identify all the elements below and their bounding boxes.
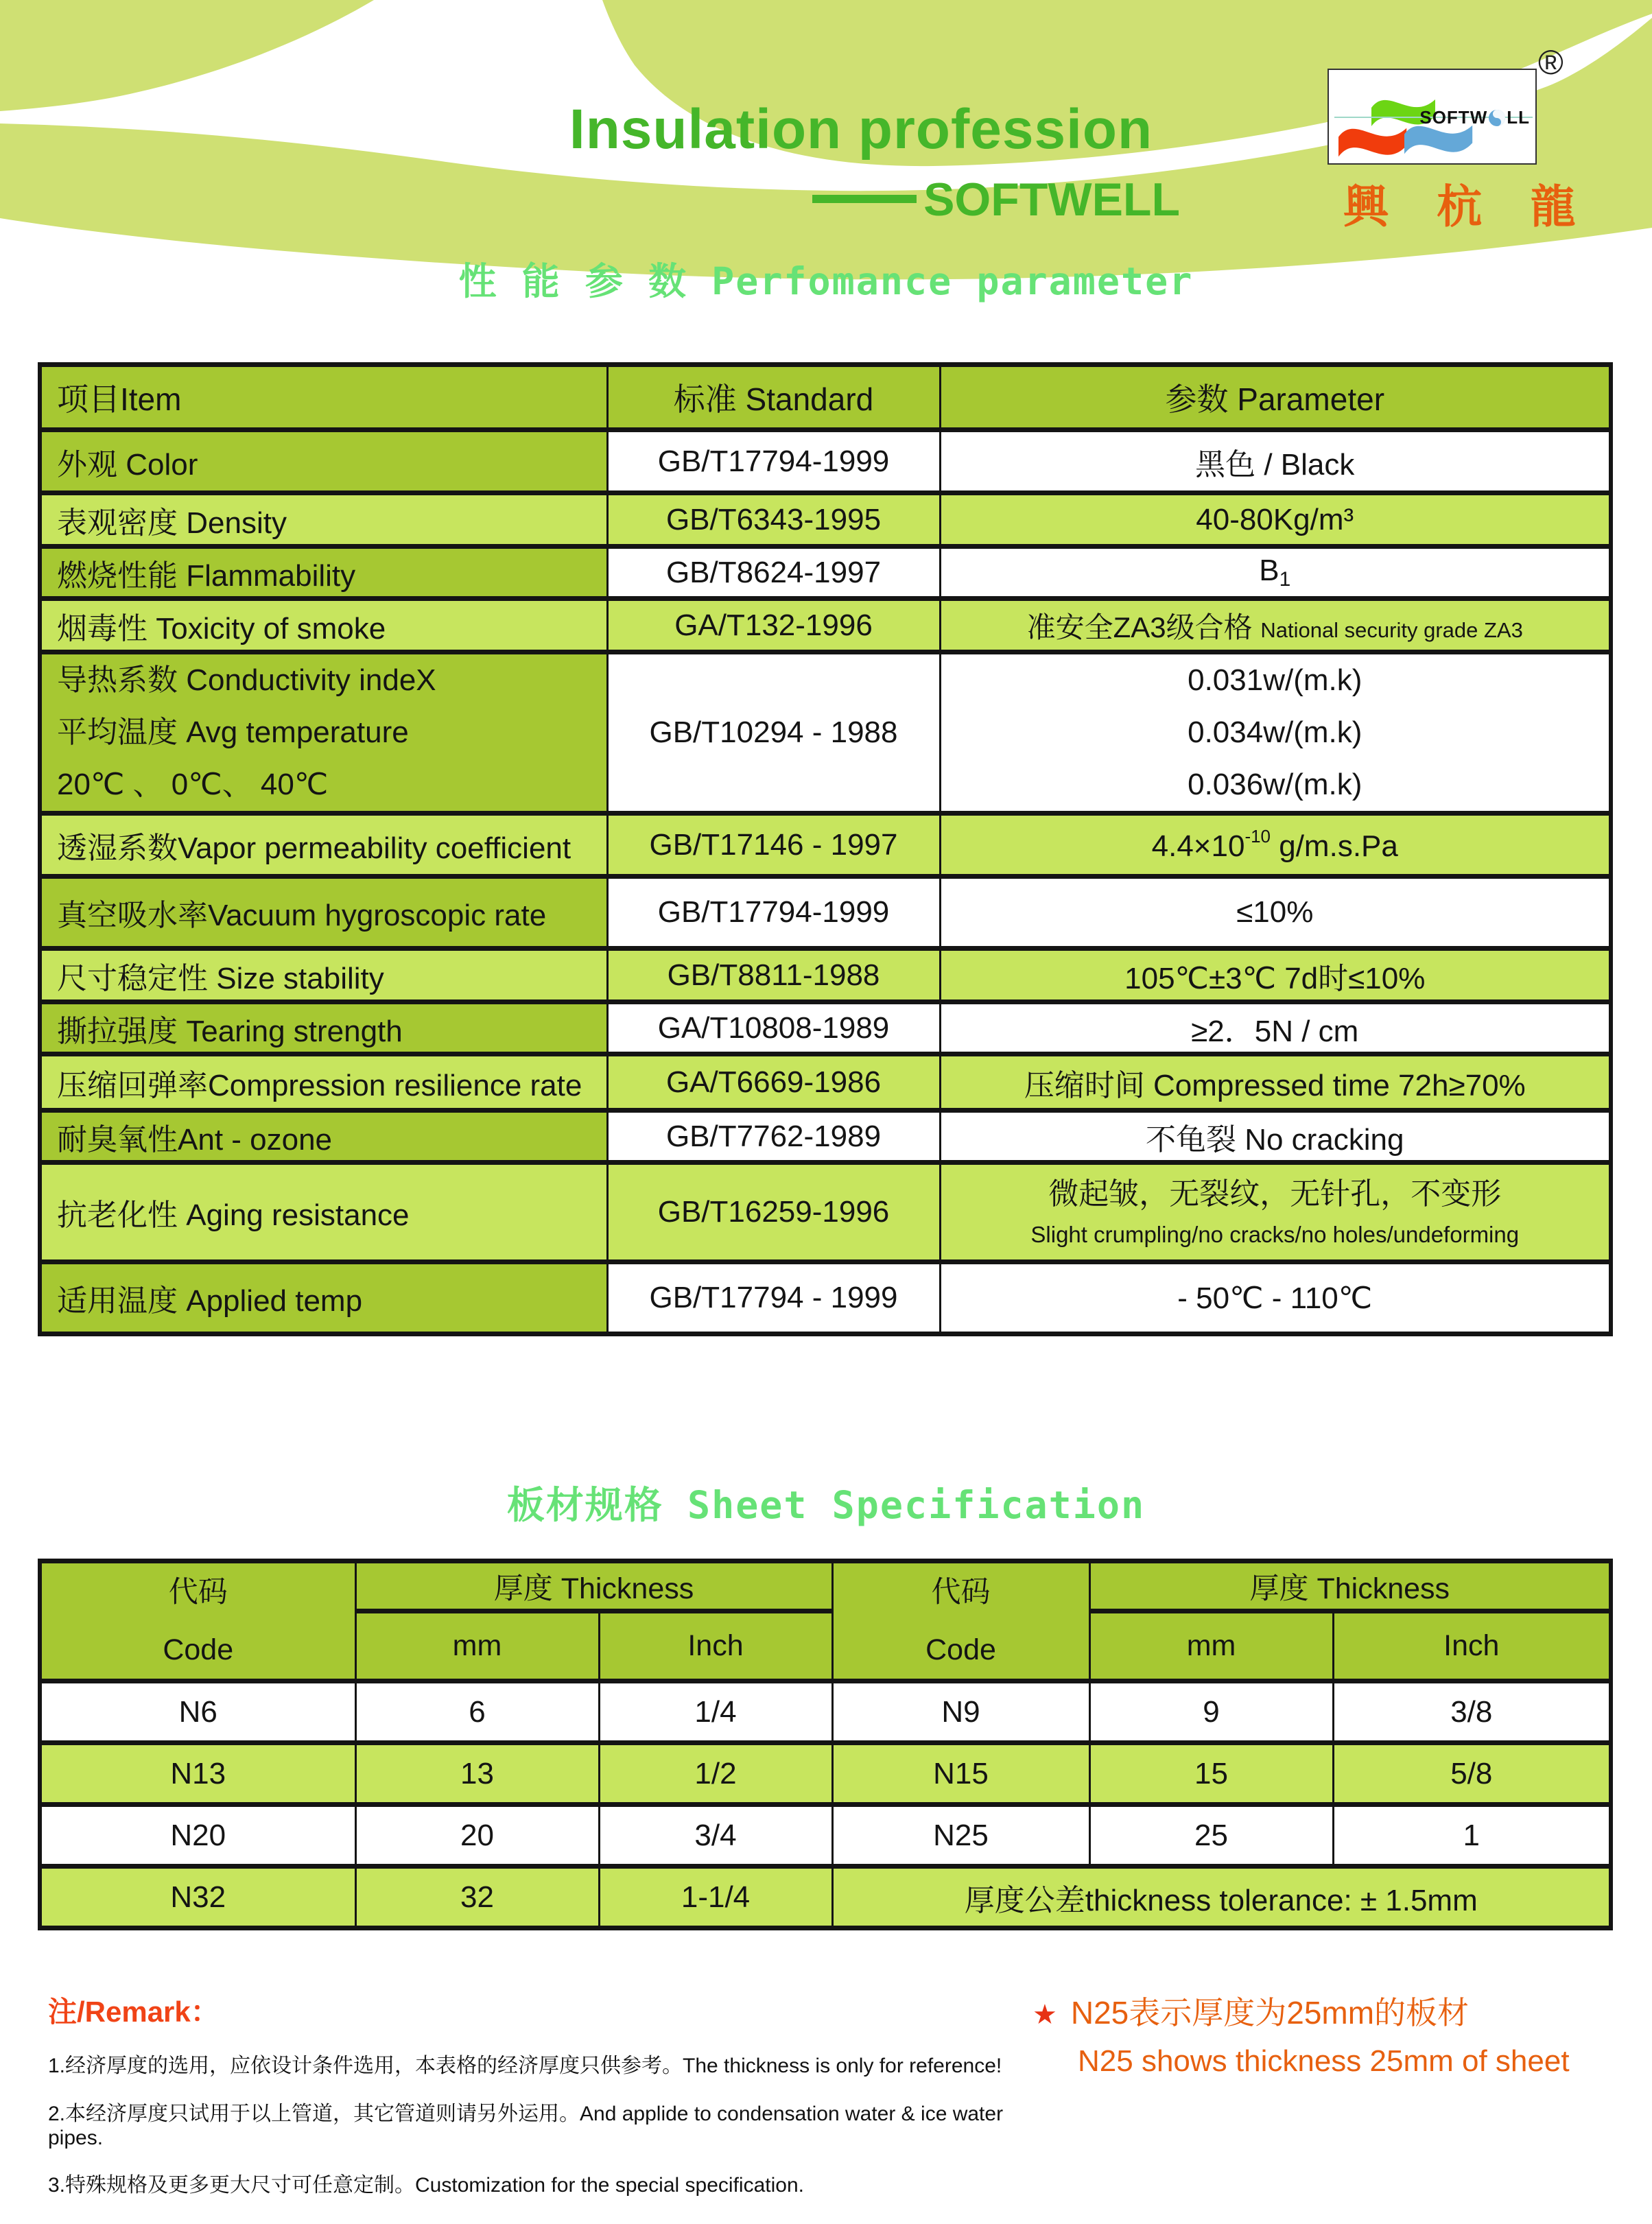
mm-cell: 6	[355, 1681, 599, 1743]
header-thickness-cell: 厚度 Thickness	[1089, 1561, 1611, 1611]
inch-cell: 5/8	[1333, 1743, 1611, 1805]
remarks-block	[48, 1989, 1050, 2216]
header-standard-cell: 标准 Standard	[607, 365, 940, 430]
page-title: Insulation profession	[569, 98, 1153, 161]
param-chinese: 准安全ZA3级合格	[1026, 611, 1261, 643]
logo-wordmark	[1419, 107, 1530, 128]
header-code-cell	[832, 1561, 1089, 1681]
param-cell: 压缩时间 Compressed time 72h≥70%	[940, 1054, 1611, 1111]
param-cell: 黑色 / Black	[940, 430, 1611, 493]
inch-cell: 3/4	[599, 1805, 832, 1867]
standard-cell: GA/T10808-1989	[607, 1002, 940, 1054]
star-note-english: N25 shows thickness 25mm of sheet	[1078, 2044, 1570, 2078]
code-cell: N6	[40, 1681, 355, 1743]
mm-cell: 13	[355, 1743, 599, 1805]
standard-cell: GB/T17146 - 1997	[607, 814, 940, 877]
table-row	[40, 599, 1611, 652]
logo-yinyang-icon	[1488, 109, 1506, 127]
param-cell: ≤10%	[940, 877, 1611, 949]
param-rest: g/m.s.Pa	[1271, 829, 1398, 863]
item-cell: 尺寸稳定性 Size stability	[40, 949, 607, 1002]
remark-item: 1.经济厚度的选用，应依设计条件选用，本表格的经济厚度只供参考。The thickness is only for reference!	[48, 2055, 1002, 2077]
item-cell: 燃烧性能 Flammability	[40, 547, 607, 599]
item-cell: 耐臭氧性Ant - ozone	[40, 1111, 607, 1163]
header-item-cell: 项目Item	[40, 365, 607, 430]
param-base: 4.4×10	[1151, 829, 1245, 863]
item-cell: 适用温度 Applied temp	[40, 1262, 607, 1334]
sheet-specification-table	[38, 1559, 1613, 1930]
standard-cell: GB/T8811-1988	[607, 949, 940, 1002]
table-header-row	[40, 365, 1611, 430]
subtitle-dash	[812, 195, 917, 203]
code-cell: N15	[832, 1743, 1089, 1805]
item-cell: 真空吸水率Vacuum hygroscopic rate	[40, 877, 607, 949]
table-row	[40, 1111, 1611, 1163]
mm-cell: 25	[1089, 1805, 1333, 1867]
param-cell: - 50℃ - 110℃	[940, 1262, 1611, 1334]
inch-cell: 1/2	[599, 1743, 832, 1805]
inch-cell: 1	[1333, 1805, 1611, 1867]
item-cell: 抗老化性 Aging resistance	[40, 1163, 607, 1262]
table-row	[40, 877, 1611, 949]
param-line: 微起皱，无裂纹，无针孔，不变形	[1048, 1177, 1502, 1211]
code-label-en: Code	[925, 1633, 996, 1666]
table-row	[40, 493, 1611, 547]
param-subscript: 1	[1279, 568, 1291, 591]
code-cell: N13	[40, 1743, 355, 1805]
item-line: 平均温度 Avg temperature	[57, 715, 409, 749]
table-row	[40, 547, 1611, 599]
code-label-en: Code	[163, 1633, 234, 1666]
table-row	[40, 814, 1611, 877]
param-superscript: -10	[1244, 826, 1271, 847]
header-parameter-cell: 参数 Parameter	[940, 365, 1611, 430]
page-subtitle	[542, 173, 1180, 226]
star-icon: ★	[1032, 2000, 1057, 2030]
remark-item: 3.特殊规格及更多更大尺寸可任意定制。Customization for the special specification.	[48, 2174, 804, 2197]
code-cell: N25	[832, 1805, 1089, 1867]
table-row	[40, 1262, 1611, 1334]
star-note-chinese: N25表示厚度为25mm的板材	[1070, 1995, 1470, 2031]
param-line: 0.031w/(m.k)	[1188, 663, 1362, 697]
code-label-cn: 代码	[168, 1576, 228, 1609]
logo-text-left: SOFTW	[1419, 107, 1488, 128]
inch-cell: 3/8	[1333, 1681, 1611, 1743]
registered-trademark-icon: ®	[1538, 43, 1564, 82]
code-label-cn: 代码	[931, 1576, 991, 1609]
standard-cell: GA/T6669-1986	[607, 1054, 940, 1111]
param-line: 0.034w/(m.k)	[1188, 715, 1362, 749]
page-subtitle-label: SOFTWELL	[923, 174, 1180, 226]
standard-cell: GB/T8624-1997	[607, 547, 940, 599]
param-line: Slight crumpling/no cracks/no holes/undeforming	[1030, 1222, 1520, 1247]
section-title-sheet-spec: 板材规格 Sheet Specification	[506, 1483, 1146, 1527]
standard-cell: GB/T17794-1999	[607, 877, 940, 949]
performance-parameter-table	[38, 362, 1613, 1336]
mm-cell: 9	[1089, 1681, 1333, 1743]
table-row	[40, 430, 1611, 493]
star-note	[1032, 1988, 1643, 2079]
param-base: B	[1259, 554, 1279, 587]
table-row	[40, 1054, 1611, 1111]
standard-cell: GB/T6343-1995	[607, 493, 940, 547]
inch-cell: 1-1/4	[599, 1867, 832, 1928]
header-mm-cell: mm	[355, 1611, 599, 1681]
table-row	[40, 1681, 1611, 1743]
table-row	[40, 652, 1611, 814]
section-title-performance: 性 能 参 数 Perfomance parameter	[458, 259, 1194, 303]
param-cell: 40-80Kg/m³	[940, 493, 1611, 547]
code-cell: N20	[40, 1805, 355, 1867]
param-cell	[940, 652, 1611, 814]
code-cell: N32	[40, 1867, 355, 1928]
table-row	[40, 1867, 1611, 1928]
table-row	[40, 1805, 1611, 1867]
header-inch-cell: Inch	[599, 1611, 832, 1681]
table-row	[40, 949, 1611, 1002]
param-cell: 不龟裂 No cracking	[940, 1111, 1611, 1163]
header-thickness-cell: 厚度 Thickness	[355, 1561, 832, 1611]
tolerance-note-cell: 厚度公差thickness tolerance: ± 1.5mm	[832, 1867, 1611, 1928]
item-cell: 压缩回弹率Compression resilience rate	[40, 1054, 607, 1111]
standard-cell: GB/T17794-1999	[607, 430, 940, 493]
item-cell: 透湿系数Vapor permeability coefficient	[40, 814, 607, 877]
mm-cell: 15	[1089, 1743, 1333, 1805]
remark-item: 2.本经济厚度只试用于以上管道，其它管道则请另外运用。And applide to condensation water & ice water pipes.	[48, 2103, 1004, 2149]
item-cell: 烟毒性 Toxicity of smoke	[40, 599, 607, 652]
header-code-cell	[40, 1561, 355, 1681]
remark-label: 注/Remark：	[48, 1996, 220, 2028]
item-line: 导热系数 Conductivity indeX	[57, 663, 436, 697]
param-cell	[940, 814, 1611, 877]
item-cell: 撕拉强度 Tearing strength	[40, 1002, 607, 1054]
softwell-logo	[1328, 69, 1537, 165]
standard-cell: GB/T10294 - 1988	[607, 652, 940, 814]
standard-cell: GA/T132-1996	[607, 599, 940, 652]
param-cell	[940, 599, 1611, 652]
item-cell	[40, 652, 607, 814]
item-line: 20℃ 、 0℃、 40℃	[57, 768, 329, 801]
param-cell: 105℃±3℃ 7d时≤10%	[940, 949, 1611, 1002]
table-header-row	[40, 1561, 1611, 1611]
table-row	[40, 1002, 1611, 1054]
inch-cell: 1/4	[599, 1681, 832, 1743]
standard-cell: GB/T16259-1996	[607, 1163, 940, 1262]
item-cell: 表观密度 Density	[40, 493, 607, 547]
code-cell: N9	[832, 1681, 1089, 1743]
param-cell	[940, 1163, 1611, 1262]
brand-name-chinese: 興 杭 龍	[1343, 181, 1594, 232]
mm-cell: 32	[355, 1867, 599, 1928]
header-mm-cell: mm	[1089, 1611, 1333, 1681]
logo-text-right: LL	[1507, 107, 1530, 128]
mm-cell: 20	[355, 1805, 599, 1867]
standard-cell: GB/T7762-1989	[607, 1111, 940, 1163]
header-inch-cell: Inch	[1333, 1611, 1611, 1681]
param-cell: ≥2．5N / cm	[940, 1002, 1611, 1054]
table-row	[40, 1163, 1611, 1262]
param-cell	[940, 547, 1611, 599]
param-line: 0.036w/(m.k)	[1188, 768, 1362, 801]
standard-cell: GB/T17794 - 1999	[607, 1262, 940, 1334]
table-row	[40, 1743, 1611, 1805]
param-english: National security grade ZA3	[1260, 617, 1523, 642]
item-cell: 外观 Color	[40, 430, 607, 493]
